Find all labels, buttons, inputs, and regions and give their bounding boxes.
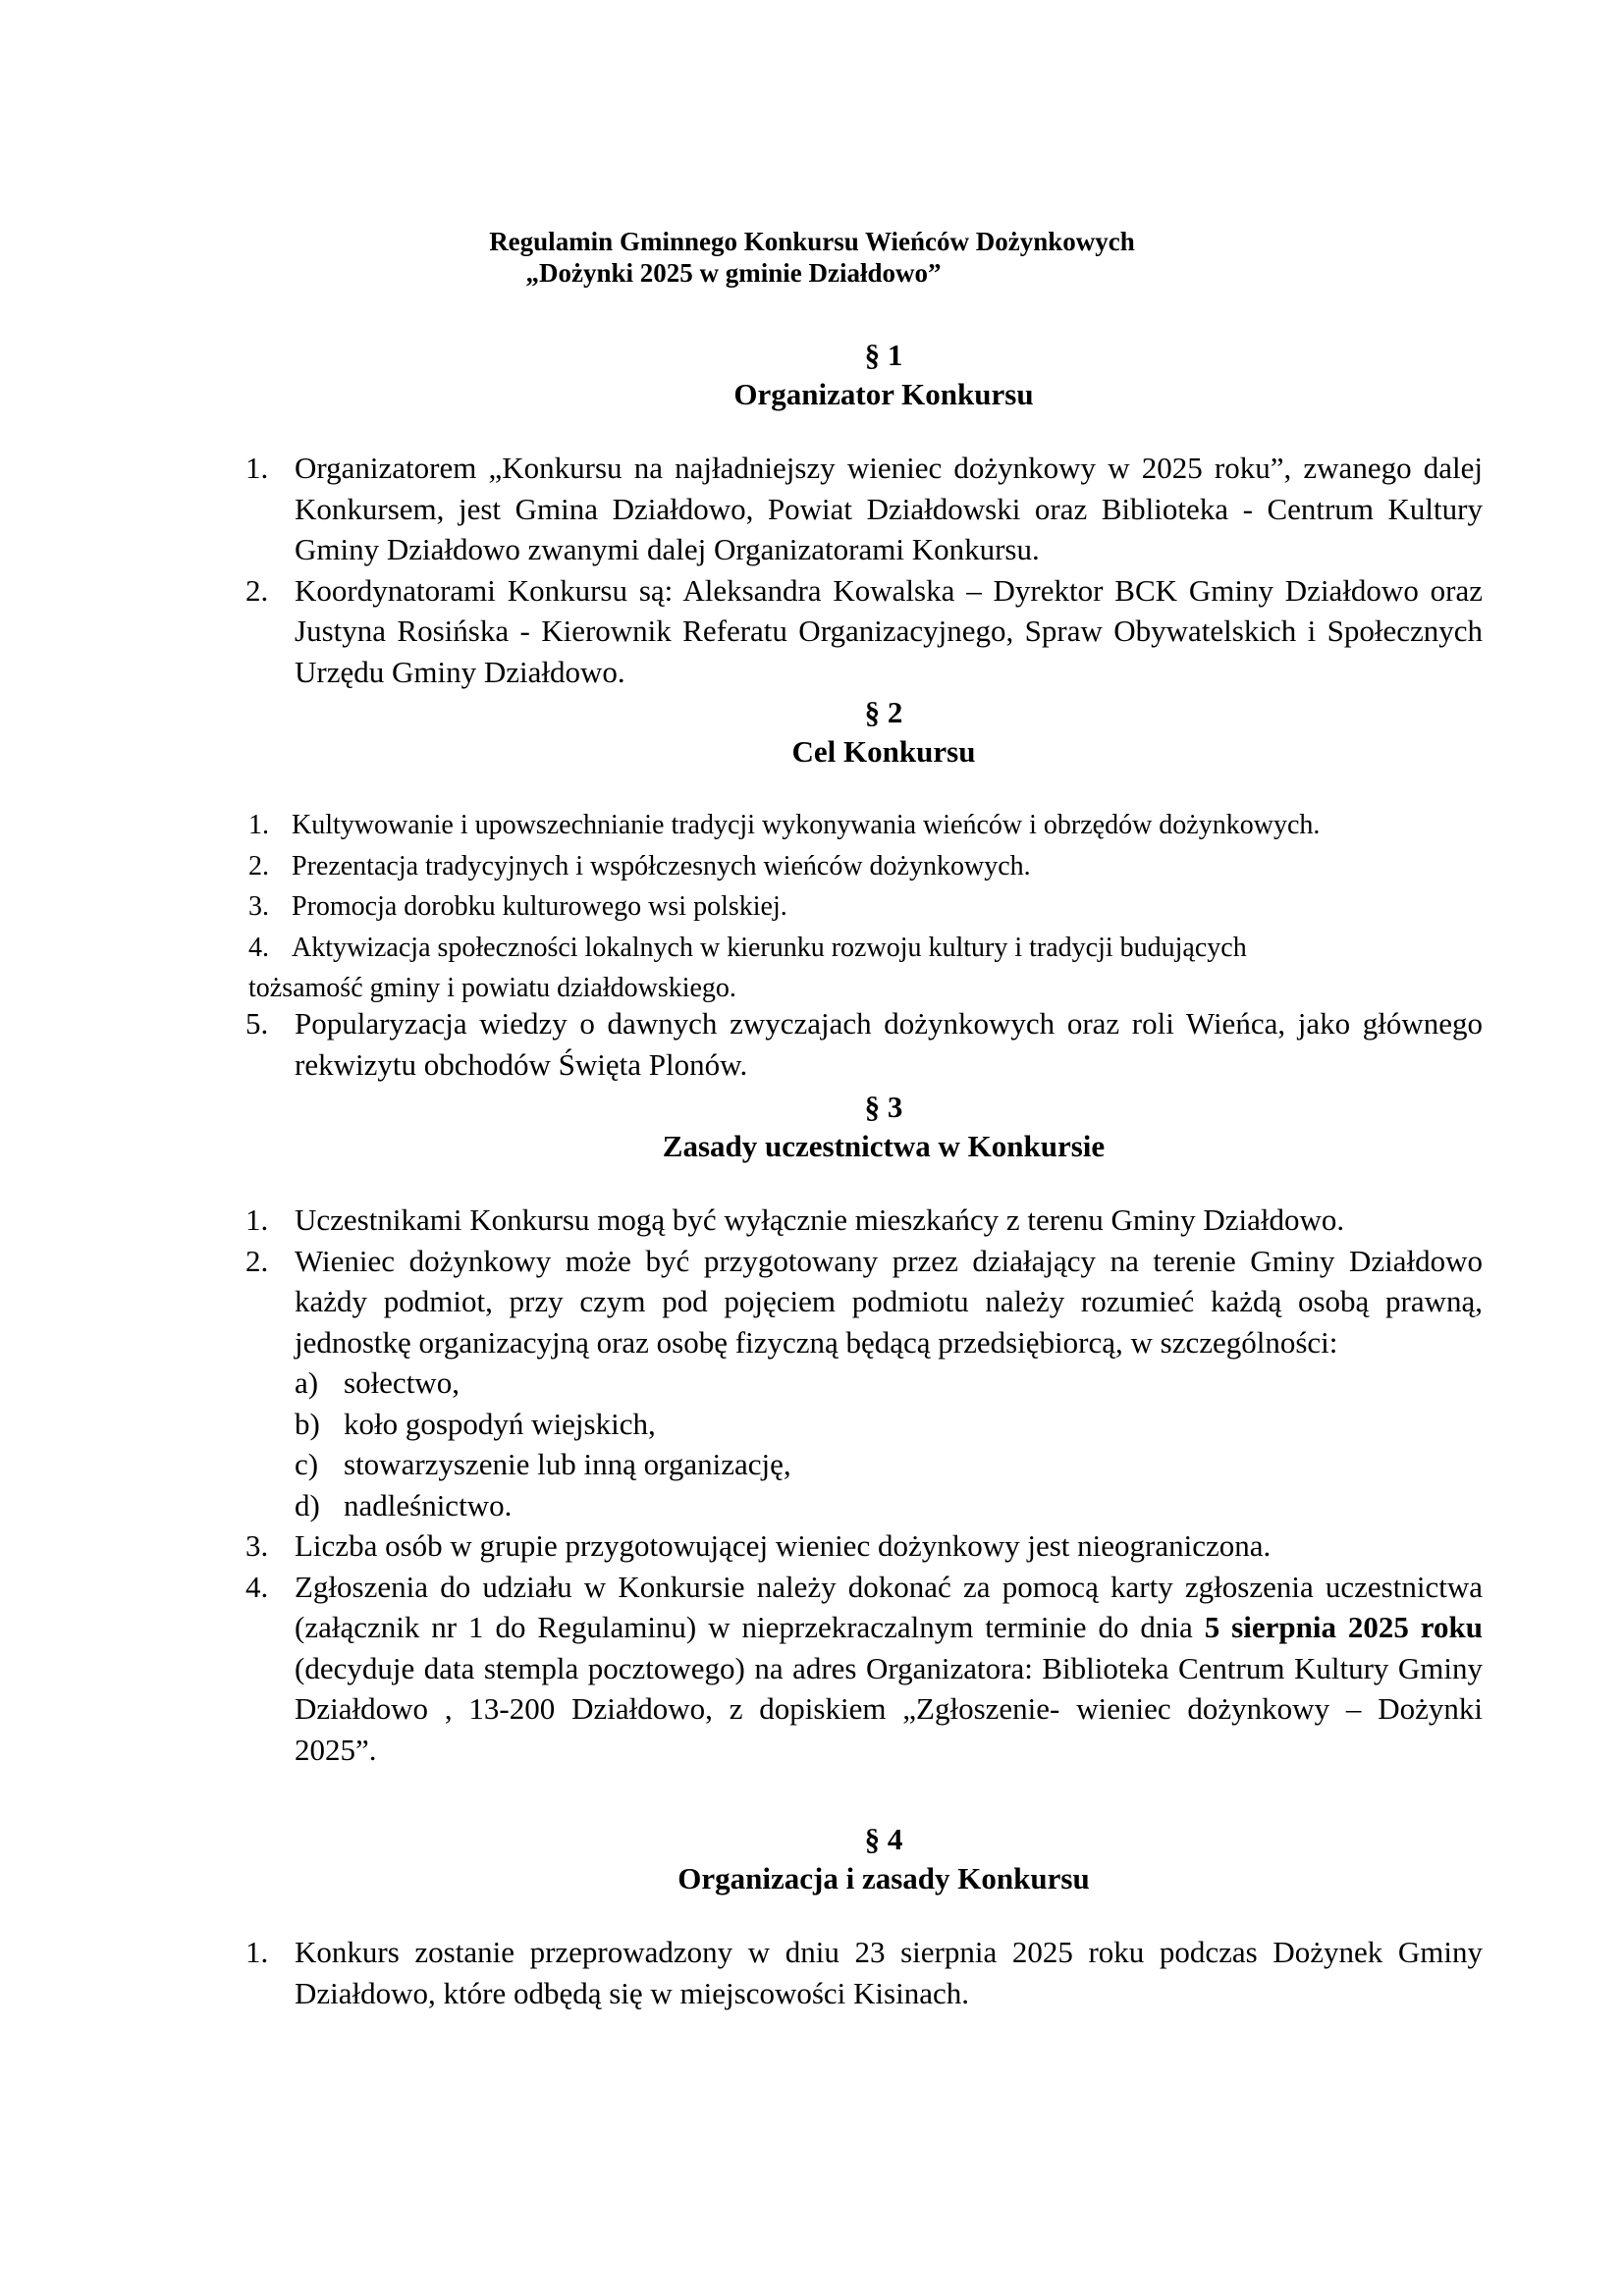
section-2-list-cont — [245, 1003, 1483, 1085]
list-item — [248, 886, 1486, 928]
sub-item-text: koło gospodyń wiejskich, — [344, 1406, 656, 1441]
list-item — [245, 448, 1483, 570]
section-2-list — [248, 805, 1486, 1009]
item-text: Kultywowanie i upowszechnianie tradycji wykonywania wieńców i obrzędów dożynkowych. — [292, 810, 1321, 840]
section-4-heading — [0, 1820, 1624, 1898]
sub-item-letter: a) — [295, 1365, 319, 1400]
item-text: Koordynatorami Konkursu są: Aleksandra Kowalska – Dyrektor BCK Gminy Działdowo oraz Justyna Rosińska - Kierownik Referatu Organizacyjnego, Spraw Obywatelskich i Społecznych Urzędu Gminy Działdowo. — [295, 572, 1483, 689]
sub-list-item — [295, 1404, 1483, 1445]
list-item — [248, 846, 1486, 887]
section-4-list — [245, 1932, 1483, 2013]
list-item — [245, 570, 1483, 693]
list-item — [248, 805, 1486, 846]
item-number: 4. — [248, 932, 269, 963]
sub-item-text: sołectwo, — [344, 1365, 460, 1400]
item-text: Wieniec dożynkowy może być przygotowany przez działający na terenie Gminy Działdowo każdy podmiot, przy czym pod pojęciem podmiotu należy rozumieć każdą osobą prawną, jednostkę organizacyjną oraz osobę fizyczną będącą przedsiębiorcą, w szczególności: — [295, 1243, 1483, 1360]
title-line-2: „Dożynki 2025 w gminie Działdowo” — [525, 258, 942, 288]
item-text: Uczestnikami Konkursu mogą być wyłącznie mieszkańcy z terenu Gminy Działdowo. — [295, 1202, 1345, 1237]
sub-item-letter: b) — [295, 1406, 320, 1441]
item-number: 3. — [248, 891, 269, 922]
list-item — [245, 1525, 1483, 1567]
sub-list-item — [295, 1444, 1483, 1485]
item-number: 3. — [245, 1528, 269, 1563]
section-title: Organizacja i zasady Konkursu — [677, 1861, 1090, 1896]
sub-item-letter: c) — [295, 1447, 319, 1481]
section-sign: § 3 — [864, 1090, 903, 1124]
section-sign: § 1 — [864, 338, 903, 372]
section-title: Zasady uczestnictwa w Konkursie — [662, 1129, 1106, 1163]
sub-item-text: nadleśnictwo. — [344, 1487, 513, 1522]
item-number: 4. — [245, 1569, 269, 1604]
item-text: Organizatorem „Konkursu na najładniejszy wieniec dożynkowy w 2025 roku”, zwanego dalej Konkursem, jest Gmina Działdowo, Powiat Działdowski oraz Biblioteka - Centrum Kultury Gminy Działdowo zwanymi dalej Organizatorami Konkursu. — [295, 451, 1483, 566]
title-line-1: Regulamin Gminnego Konkursu Wieńców Dożynkowych — [489, 227, 1135, 256]
item-number: 1. — [245, 1202, 269, 1237]
section-2-heading — [0, 693, 1624, 772]
item-text: Aktywizacja społeczności lokalnych w kierunku rozwoju kultury i tradycji budujących — [292, 932, 1247, 963]
list-item — [245, 1241, 1483, 1526]
section-sign: § 2 — [864, 695, 903, 729]
sub-list — [295, 1362, 1483, 1525]
item-number: 2. — [248, 850, 269, 881]
item-number: 2. — [245, 572, 269, 608]
list-item — [245, 1003, 1483, 1085]
sub-item-letter: d) — [295, 1487, 320, 1522]
item-text: Zgłoszenia do udziału w Konkursie należy dokonać za pomocą karty zgłoszenia uczestnictwa (załącznik nr 1 do Regulaminu) w nieprzekraczalnym terminie do dnia — [295, 1569, 1483, 1644]
item-text: Prezentacja tradycyjnych i współczesnych wieńców dożynkowych. — [292, 850, 1031, 881]
section-3-list — [245, 1200, 1483, 1770]
item-number: 2. — [245, 1243, 269, 1278]
item-text: (decyduje data stempla pocztowego) na adres Organizatora: Biblioteka Centrum Kultury Gminy Działdowo , 13-200 Działdowo, z dopiskiem „Zgłoszenie- wieniec dożynkowy – Dożynki 2025”. — [295, 1650, 1483, 1767]
item-number: 1. — [248, 810, 269, 840]
list-item — [245, 1932, 1483, 2013]
section-1-heading — [0, 336, 1624, 414]
deadline-date: 5 sierpnia 2025 roku — [1204, 1610, 1483, 1644]
sub-list-item — [295, 1485, 1483, 1526]
list-item — [245, 1567, 1483, 1771]
section-title: Cel Konkursu — [791, 734, 976, 769]
sub-list-item — [295, 1362, 1483, 1404]
section-sign: § 4 — [864, 1822, 903, 1856]
document-title — [0, 226, 1624, 289]
item-number: 5. — [245, 1006, 269, 1041]
item-text: Popularyzacja wiedzy o dawnych zwyczajach dożynkowych oraz roli Wieńca, jako głównego rekwizytu obchodów Święta Plonów. — [295, 1006, 1483, 1082]
section-1-list — [245, 448, 1483, 692]
section-title: Organizator Konkursu — [733, 377, 1034, 411]
item-text: Konkurs zostanie przeprowadzony w dniu 23 sierpnia 2025 roku podczas Dożynek Gminy Działdowo, które odbędą się w miejscowości Kisinach. — [295, 1935, 1483, 2010]
section-3-heading — [0, 1088, 1624, 1166]
item-text-continuation: tożsamość gminy i powiatu działdowskiego. — [248, 973, 736, 1003]
item-number: 1. — [245, 1935, 269, 1969]
item-text: Promocja dorobku kulturowego wsi polskiej. — [292, 891, 787, 922]
item-number: 1. — [245, 451, 269, 485]
item-text: Liczba osób w grupie przygotowującej wieniec dożynkowy jest nieograniczona. — [295, 1528, 1272, 1563]
list-item — [245, 1200, 1483, 1241]
sub-item-text: stowarzyszenie lub inną organizację, — [344, 1447, 791, 1481]
list-item — [248, 928, 1486, 1009]
